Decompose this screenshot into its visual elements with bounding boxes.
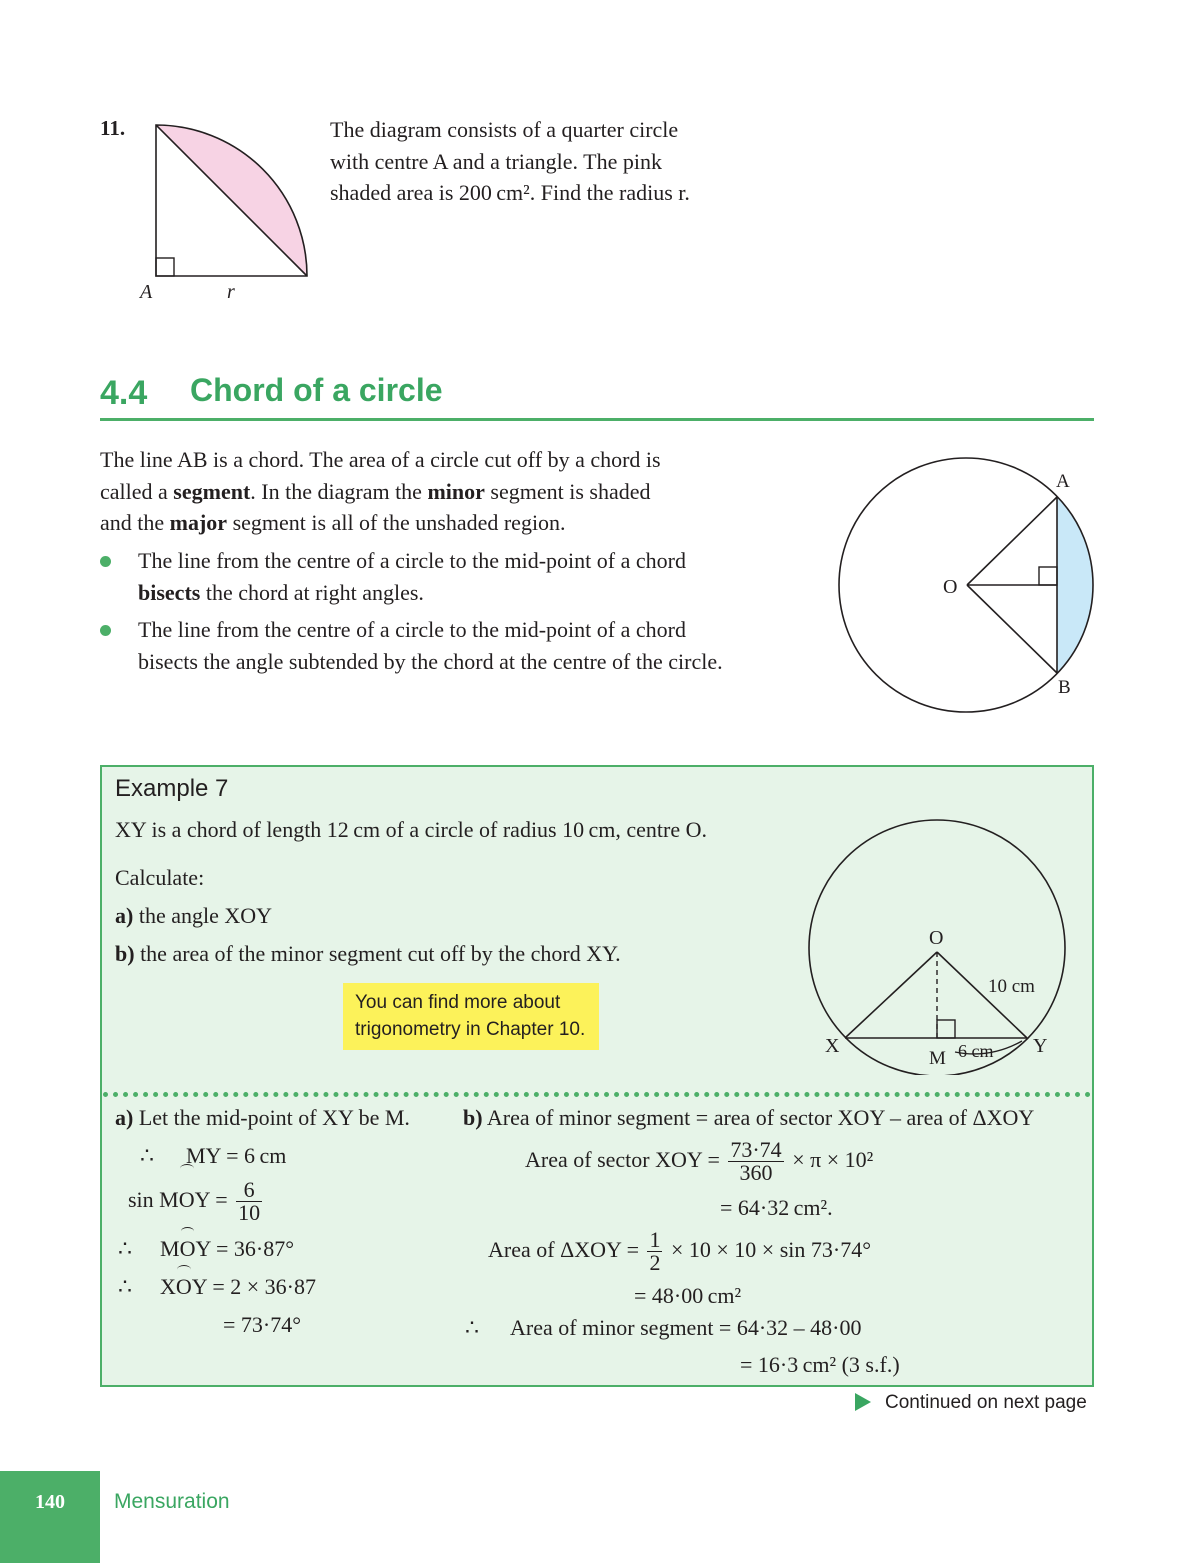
example-title: Example 7 bbox=[115, 775, 229, 802]
label-a: A bbox=[140, 281, 153, 303]
label-a: A bbox=[1056, 471, 1070, 492]
minor-segment bbox=[1057, 497, 1092, 673]
part-b: b) the area of the minor segment cut off by the chord XY. bbox=[115, 941, 621, 966]
label-r: r bbox=[227, 281, 235, 303]
bullet-item: The line from the centre of a circle to the mid-point of a chord bisects the chord at right angles. bbox=[100, 545, 800, 611]
segment-result: = 16·3 cm² (3 s.f.) bbox=[740, 1352, 900, 1377]
bullet-dot bbox=[100, 556, 111, 567]
label-m: M bbox=[929, 1048, 946, 1069]
section-title: Chord of a circle bbox=[190, 372, 443, 408]
solution-a-intro: a) Let the mid-point of XY be M. bbox=[115, 1105, 410, 1130]
half-chord-label: 6 cm bbox=[958, 1041, 994, 1061]
right-angle-mark bbox=[937, 1020, 955, 1038]
continued-link[interactable]: Continued on next page bbox=[855, 1392, 1087, 1414]
sin-moy: sin MOY = $\frac{6}{10}$ bbox=[128, 1170, 265, 1230]
intro-paragraph: The line AB is a chord. The area of a circle cut off by a chord is called a segment. In the diagram the minor segment is shaded and the major segment is all of the unshaded region. bbox=[100, 447, 661, 535]
example-circle-diagram bbox=[800, 815, 1075, 1075]
xoy-result: = 73·74° bbox=[223, 1312, 302, 1337]
arrow-right-icon bbox=[855, 1393, 871, 1411]
quarter-circle-diagram bbox=[130, 118, 330, 308]
radius-label: 10 cm bbox=[988, 976, 1035, 997]
label-o: O bbox=[943, 576, 958, 598]
solution-b-intro: b) Area of minor segment = area of sector XOY – area of ΔXOY bbox=[463, 1105, 1035, 1130]
triangle-area: Area of ΔXOY = $\frac{1}{2}$ × 10 × 10 × sin 73·74° bbox=[488, 1227, 872, 1276]
segment-calc: Area of minor segment = 64·32 – 48·00 bbox=[510, 1315, 862, 1340]
my-value: MY = 6 cm bbox=[186, 1143, 287, 1168]
xoy-calc: XOY = 2 × 36·87 bbox=[160, 1271, 316, 1303]
chord-diagram bbox=[830, 455, 1105, 720]
label-o: O bbox=[929, 927, 944, 949]
bullet-dot bbox=[100, 625, 111, 636]
footer-bar bbox=[0, 1471, 100, 1563]
therefore-symbol: ∴ bbox=[465, 1315, 479, 1340]
sector-result: = 64·32 cm². bbox=[720, 1195, 833, 1220]
chapter-name: Mensuration bbox=[114, 1490, 230, 1513]
section-heading bbox=[100, 370, 1094, 421]
therefore-symbol: ∴ bbox=[140, 1143, 154, 1168]
therefore-symbol: ∴ bbox=[118, 1236, 132, 1261]
sector-area: Area of sector XOY = $\frac{73\cdot 74}{360}$ × π × 10² bbox=[525, 1137, 874, 1186]
therefore-symbol: ∴ bbox=[118, 1274, 132, 1299]
right-angle-mark bbox=[156, 258, 174, 276]
dotted-divider bbox=[103, 1092, 1091, 1097]
question-number: 11. bbox=[100, 116, 126, 140]
callout-note: You can find more about trigonometry in Chapter 10. bbox=[343, 983, 599, 1050]
calculate-label: Calculate: bbox=[115, 865, 205, 890]
triangle-result: = 48·00 cm² bbox=[634, 1283, 742, 1308]
example-statement: XY is a chord of length 12 cm of a circle of radius 10 cm, centre O. bbox=[115, 817, 708, 842]
label-b: B bbox=[1058, 677, 1071, 698]
label-x: X bbox=[825, 1035, 840, 1057]
label-y: Y bbox=[1033, 1035, 1048, 1057]
section-number: 4.4 bbox=[100, 374, 148, 412]
right-angle-mark bbox=[1039, 567, 1057, 585]
part-a: a) the angle XOY bbox=[115, 903, 273, 928]
moy-value: MOY = 36·87° bbox=[160, 1233, 294, 1265]
page-number: 140 bbox=[35, 1491, 65, 1513]
bullet-item: The line from the centre of a circle to the mid-point of a chord bisects the angle subtended by the chord at the centre of the circle. bbox=[100, 614, 800, 680]
question-text: The diagram consists of a quarter circle with centre A and a triangle. The pink shaded area is 200 cm². Find the radius r. bbox=[330, 117, 690, 205]
